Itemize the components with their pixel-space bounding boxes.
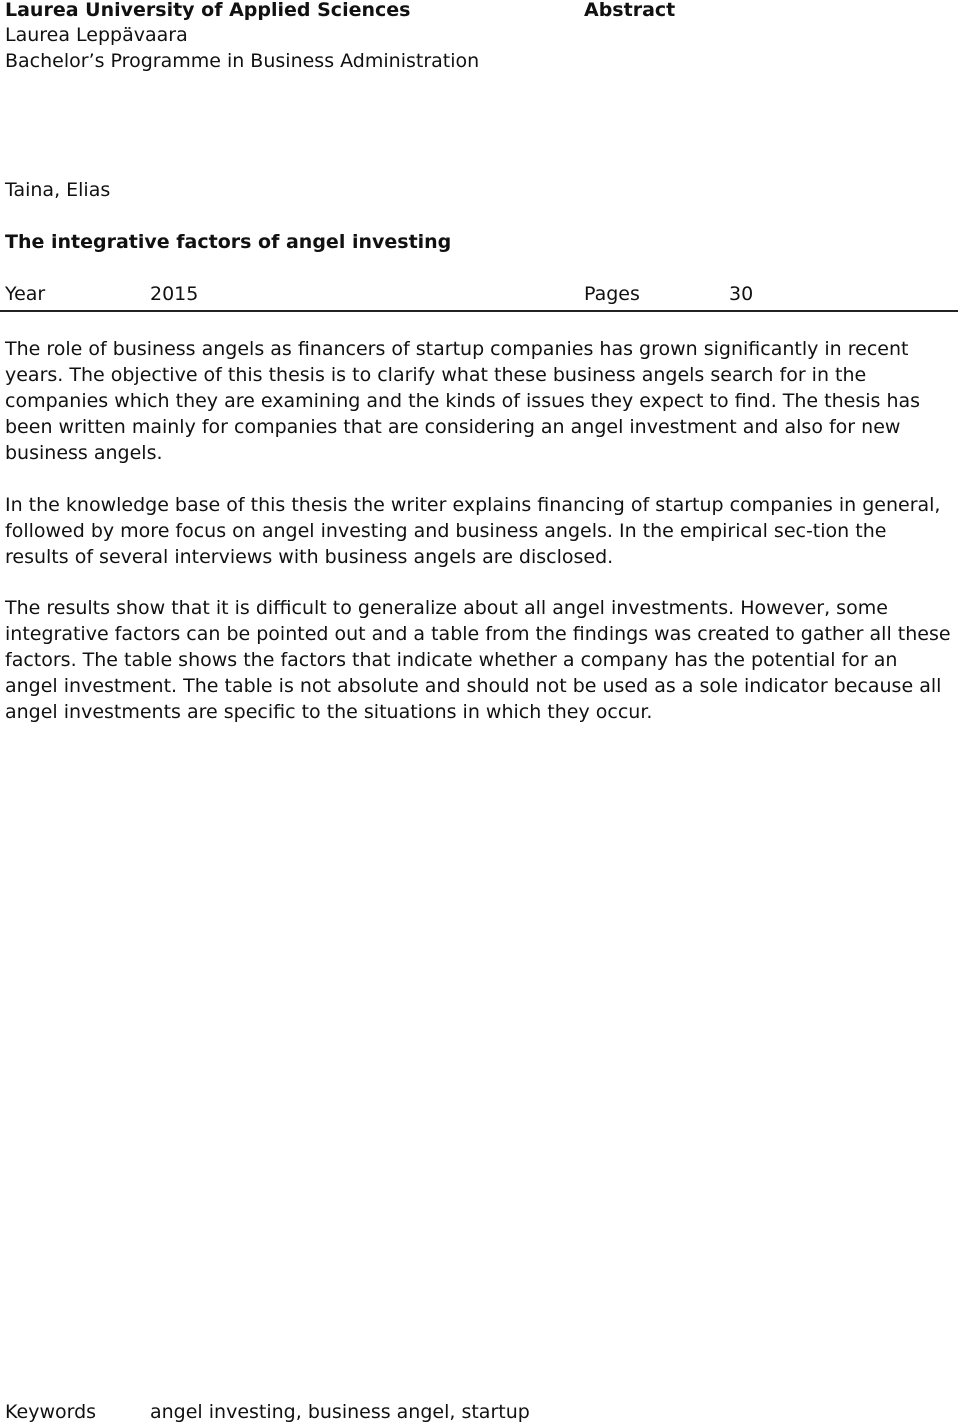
- header-campus: Laurea Leppävaara: [5, 24, 188, 46]
- header-divider: [0, 310, 958, 312]
- keywords-value: angel investing, business angel, startup: [150, 1401, 530, 1423]
- header-university: Laurea University of Applied Sciences: [5, 0, 411, 21]
- year-label: Year: [5, 283, 46, 305]
- abstract-paragraph-3: The results show that it is difficult to generalize about all angel investments. However, some integrative factors can be pointed out and a table from the findings was created to gather all these factors. The table shows the factors that indicate whether a company has the potential for an angel investment. The table is not absolute and should not be used as a sole indicator because all angel investments are specific to the situations in which they occur.: [5, 597, 951, 723]
- thesis-title: The integrative factors of angel investing: [5, 231, 452, 253]
- year-value: 2015: [150, 283, 199, 305]
- keywords-label: Keywords: [5, 1401, 97, 1423]
- abstract-paragraph-1: The role of business angels as financers of startup companies has grown significantly in recent years. The objective of this thesis is to clarify what these business angels search for in the companies which they are examining and the kinds of issues they expect to find. The thesis has been written mainly for companies that are considering an angel investment and also for new business angels.: [5, 338, 921, 464]
- pages-label: Pages: [584, 283, 640, 305]
- document-type-label: Abstract: [584, 0, 676, 21]
- header-programme: Bachelor’s Programme in Business Administration: [5, 50, 480, 72]
- pages-value: 30: [729, 283, 754, 305]
- abstract-paragraph-2: In the knowledge base of this thesis the writer explains financing of startup companies in general, followed by more focus on angel investing and business angels. In the empirical sec-tion the results of several interviews with business angels are disclosed.: [5, 494, 941, 568]
- authors: Taina, Elias: [5, 179, 111, 201]
